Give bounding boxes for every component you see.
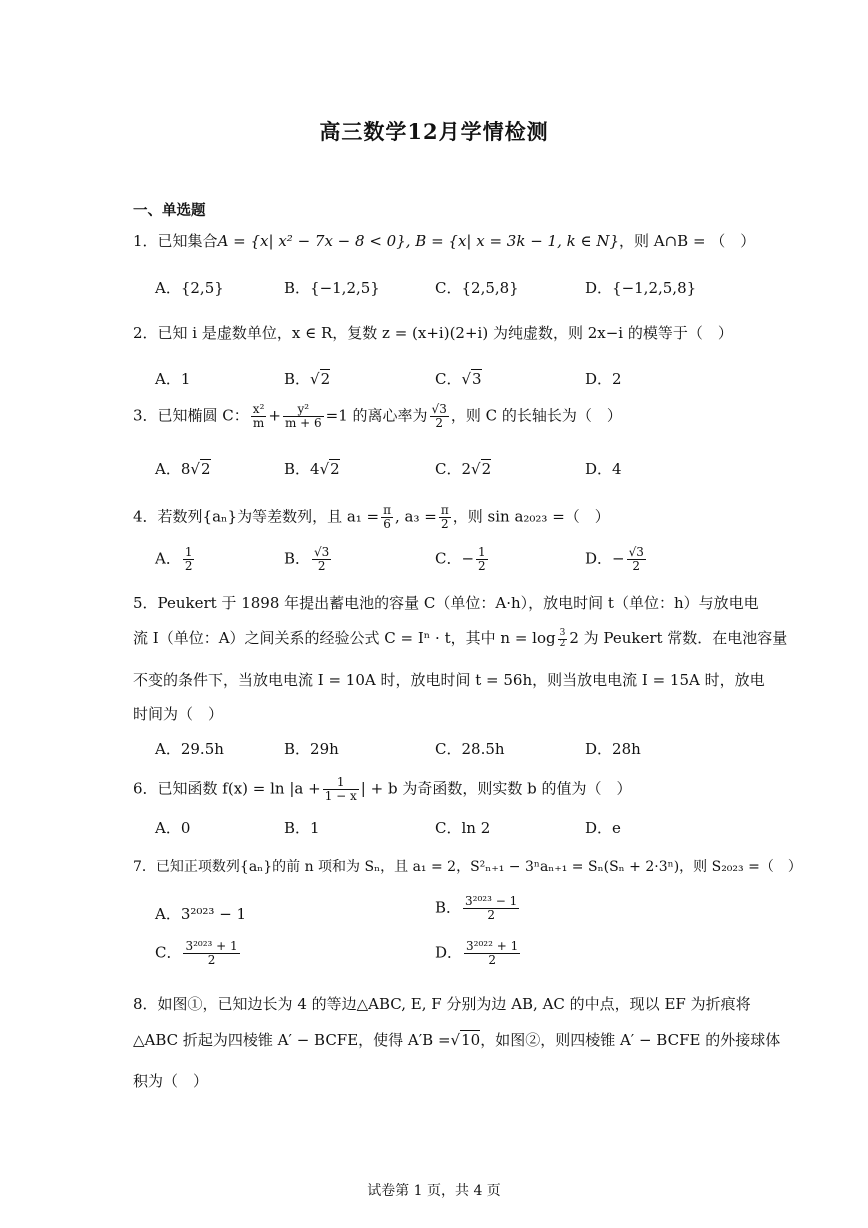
- option-fraction: $\frac{√3}{2}$: [628, 545, 644, 574]
- question-5-line-4: 时间为（ ）: [133, 705, 224, 723]
- question-2-option-a[interactable]: A．1: [155, 370, 191, 388]
- question-1: [133, 231, 755, 251]
- section-heading: 一、单选题: [133, 202, 206, 219]
- question-5-line-1: 5．Peukert 于 1898 年提出蓄电池的容量 C（单位：A·h），放电时间 t（单位：h）与放电电: [133, 594, 759, 612]
- question-3-option-d[interactable]: D．4: [585, 460, 622, 478]
- fraction-y2-m6: $\frac{\text{y²}}{m + 6}$: [284, 402, 322, 431]
- question-5-line-2-pre: 流 I（单位：A）之间关系的经验公式 C = Iⁿ · t，其中 n = log: [133, 629, 556, 647]
- question-1-pre: 已知集合: [157, 232, 218, 250]
- question-3-option-b[interactable]: B．4√2: [284, 460, 340, 478]
- option-fraction: $\frac{\text{3²⁰²³ − 1}}{2}$: [465, 894, 518, 923]
- question-4-option-b[interactable]: [284, 546, 333, 573]
- question-2-option-c[interactable]: C．√3: [435, 370, 482, 388]
- question-6: [133, 776, 631, 803]
- option-label: B．: [284, 549, 311, 568]
- sqrt-value: 10: [461, 1031, 481, 1049]
- question-5-option-a[interactable]: A．29.5h: [155, 740, 224, 758]
- question-3-option-c[interactable]: C．2√2: [435, 460, 492, 478]
- question-6-pre: 6．已知函数 f(x) = ln |a +: [133, 779, 321, 798]
- sqrt-value: 2: [200, 460, 211, 478]
- question-5-line-2: [133, 628, 787, 649]
- question-8-line-2-post: ，如图②，则四棱锥 A′ − BCFE 的外接球体: [480, 1031, 781, 1049]
- option-label: C．2: [435, 460, 472, 478]
- question-1-option-d[interactable]: D．{−1,2,5,8}: [585, 279, 697, 297]
- question-7-option-b[interactable]: [435, 895, 521, 922]
- question-2-option-b[interactable]: B．√2: [284, 370, 331, 388]
- question-7-option-a[interactable]: A．3²⁰²³ − 1: [155, 905, 247, 923]
- option-label: C．−: [435, 549, 475, 568]
- option-label: B．4: [284, 460, 320, 478]
- option-label: A．8: [155, 460, 191, 478]
- option-fraction: $\frac{√3}{2}$: [314, 545, 330, 574]
- log-base-fraction: $\frac{3}{2}$: [559, 627, 566, 649]
- sqrt-value: 2: [320, 370, 331, 388]
- question-8-line-1: 8．如图①，已知边长为 4 的等边△ABC, E, F 分别为边 AB, AC 的中点，现以 EF 为折痕将: [133, 995, 751, 1013]
- question-6-option-a[interactable]: A．0: [155, 819, 191, 837]
- fraction-1-1mx: $\frac{1}{1 - x}$: [324, 775, 357, 804]
- option-label: C．: [155, 943, 182, 962]
- question-6-post: | + b 为奇函数，则实数 b 的值为（ ）: [360, 779, 632, 798]
- question-4-option-d[interactable]: [585, 546, 648, 573]
- question-1-option-c[interactable]: C．{2,5,8}: [435, 279, 519, 297]
- page-title: 高三数学12月学情检测: [319, 119, 549, 144]
- question-8-line-2-pre: △ABC 折起为四棱锥 A′ − BCFE，使得 A′B =: [133, 1031, 451, 1049]
- question-3: [133, 403, 622, 430]
- question-4-post: ，则 sin a₂₀₂₃ =（ ）: [452, 507, 610, 526]
- question-3-option-a[interactable]: A．8√2: [155, 460, 211, 478]
- question-7-option-c[interactable]: [155, 940, 242, 967]
- option-label: C．: [435, 370, 462, 388]
- fraction-pi-2: $\frac{\pi}{2}$: [440, 503, 449, 532]
- question-4-option-a[interactable]: [155, 546, 196, 573]
- question-6-option-c[interactable]: C．ln 2: [435, 819, 491, 837]
- question-5-option-c[interactable]: C．28.5h: [435, 740, 505, 758]
- question-5-line-3: 不变的条件下，当放电电流 I = 10A 时，放电时间 t = 56h，则当放电电流 I = 15A 时，放电: [133, 671, 765, 689]
- question-2: 2．已知 i 是虚数单位，x ∈ R，复数 z = (x+i)(2+i) 为纯虚数，则 2x−i 的模等于（ ）: [133, 324, 733, 342]
- fraction-eccentricity: $\frac{√3}{2}$: [431, 402, 447, 431]
- question-5-option-b[interactable]: B．29h: [284, 740, 339, 758]
- plus-sign: +: [268, 406, 281, 425]
- question-8-line-3: 积为（ ）: [133, 1072, 209, 1090]
- question-5-option-d[interactable]: D．28h: [585, 740, 641, 758]
- option-fraction: $\frac{1}{2}$: [184, 545, 193, 574]
- option-label: D．−: [585, 549, 625, 568]
- question-3-post: ，则 C 的长轴长为（ ）: [450, 406, 622, 425]
- page-footer: 试卷第 1 页，共 4 页: [367, 1183, 501, 1199]
- question-4-mid: , a₃ =: [395, 507, 437, 526]
- fraction-x2-m: $\frac{\text{x²}}{m}$: [252, 402, 265, 431]
- sqrt-value: 3: [472, 370, 482, 388]
- option-label: A．: [155, 549, 181, 568]
- question-3-mid: =1 的离心率为: [325, 406, 428, 425]
- option-label: B．: [435, 898, 462, 917]
- question-4-option-c[interactable]: [435, 546, 490, 573]
- question-7-option-d[interactable]: [435, 940, 522, 967]
- question-6-option-b[interactable]: B．1: [284, 819, 320, 837]
- option-fraction: $\frac{\text{3²⁰²² + 1}}{2}$: [466, 939, 519, 968]
- option-fraction: $\frac{\text{3²⁰²³ + 1}}{2}$: [185, 939, 238, 968]
- question-4-pre: 4．若数列{aₙ}为等差数列，且 a₁ =: [133, 507, 380, 526]
- question-1-number: 1．: [133, 232, 158, 250]
- option-label: D．: [435, 943, 463, 962]
- question-8-line-2: △ABC 折起为四棱锥 A′ − BCFE，使得 A′B =√10，如图②，则四棱锥 A′ − BCFE 的外接球体: [133, 1031, 781, 1049]
- fraction-pi-6: $\frac{\pi}{6}$: [383, 503, 392, 532]
- question-1-math: A = {x| x² − 7x − 8 < 0}, B = {x| x = 3k − 1, k ∈ N}: [217, 232, 620, 250]
- sqrt-value: 2: [481, 460, 492, 478]
- question-1-post: ，则 A∩B = （ ）: [619, 232, 756, 250]
- question-6-option-d[interactable]: D．e: [585, 819, 621, 837]
- question-5-line-2-post: 2 为 Peukert 常数．在电池容量: [569, 629, 788, 647]
- question-1-option-b[interactable]: B．{−1,2,5}: [284, 279, 380, 297]
- option-fraction: $\frac{1}{2}$: [478, 545, 486, 574]
- sqrt-value: 2: [330, 460, 340, 478]
- question-4: [133, 504, 610, 531]
- question-2-option-d[interactable]: D．2: [585, 370, 622, 388]
- option-label: B．: [284, 370, 311, 388]
- question-1-option-a[interactable]: A．{2,5}: [155, 279, 224, 297]
- question-7: 7．已知正项数列{aₙ}的前 n 项和为 Sₙ，且 a₁ = 2，S²ₙ₊₁ − 3ⁿaₙ₊₁ = Sₙ(Sₙ + 2·3ⁿ)，则 S₂₀₂₃ =（ ）: [133, 859, 802, 875]
- question-3-pre: 3．已知椭圆 C：: [133, 406, 249, 425]
